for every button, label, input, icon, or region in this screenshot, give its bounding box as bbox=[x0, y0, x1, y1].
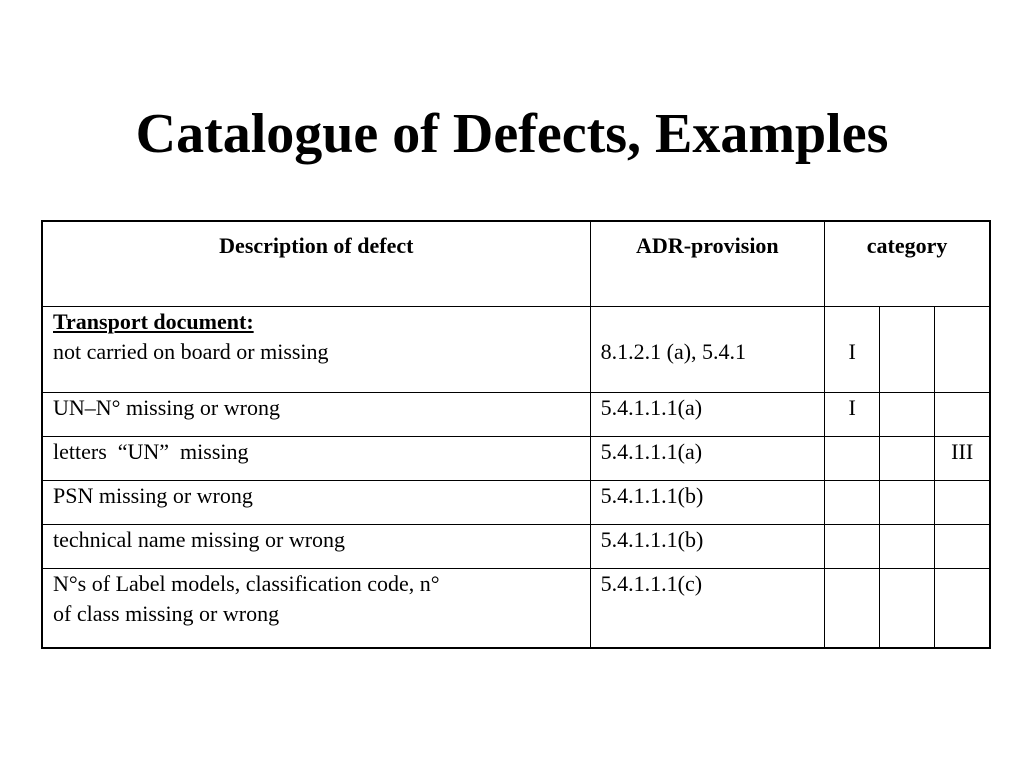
category-cell-3 bbox=[935, 524, 990, 568]
category-cell-3: III bbox=[935, 436, 990, 480]
slide-title: Catalogue of Defects, Examples bbox=[135, 103, 889, 165]
provision-cell: 5.4.1.1.1(b) bbox=[590, 524, 824, 568]
provision-cell: 5.4.1.1.1(a) bbox=[590, 392, 824, 436]
description-cell: UN–N° missing or wrong bbox=[42, 392, 590, 436]
category-cell-1 bbox=[825, 480, 880, 524]
category-cell-2 bbox=[880, 568, 935, 648]
description-text-line-1: N°s of Label models, classification code, n° bbox=[53, 570, 440, 596]
category-cell-2 bbox=[880, 524, 935, 568]
category-cell-2 bbox=[880, 436, 935, 480]
table-row bbox=[42, 524, 990, 568]
provision-cell: 5.4.1.1.1(c) bbox=[590, 568, 824, 648]
table-row bbox=[42, 480, 990, 524]
header-category: category bbox=[825, 221, 990, 306]
provision-text: 8.1.2.1 (a), 5.4.1 bbox=[600, 338, 747, 364]
table-header-row bbox=[42, 221, 990, 306]
category-cell-2 bbox=[880, 392, 935, 436]
category-cell-1 bbox=[825, 306, 880, 392]
description-cell: technical name missing or wrong bbox=[42, 524, 590, 568]
description-text-line-2: of class missing or wrong bbox=[53, 600, 280, 626]
description-cell: letters “UN” missing bbox=[42, 436, 590, 480]
provision-cell bbox=[590, 306, 824, 392]
category-cell-3 bbox=[935, 480, 990, 524]
description-text: not carried on board or missing bbox=[53, 338, 329, 364]
category-cell-1 bbox=[825, 524, 880, 568]
provision-cell: 5.4.1.1.1(b) bbox=[590, 480, 824, 524]
description-cell bbox=[42, 568, 590, 648]
category-cell-1: I bbox=[825, 392, 880, 436]
table-row bbox=[42, 436, 990, 480]
header-provision: ADR-provision bbox=[590, 221, 824, 306]
table-row bbox=[42, 306, 990, 392]
category-cell-2 bbox=[880, 306, 935, 392]
category-cell-3 bbox=[935, 568, 990, 648]
provision-cell: 5.4.1.1.1(a) bbox=[590, 436, 824, 480]
table-row bbox=[42, 568, 990, 648]
category-cell-1 bbox=[825, 436, 880, 480]
category-cell-3 bbox=[935, 392, 990, 436]
category-value: I bbox=[848, 338, 856, 364]
description-cell: PSN missing or wrong bbox=[42, 480, 590, 524]
category-cell-1 bbox=[825, 568, 880, 648]
description-cell bbox=[42, 306, 590, 392]
table-row bbox=[42, 392, 990, 436]
header-description: Description of defect bbox=[42, 221, 590, 306]
section-heading: Transport document: bbox=[53, 308, 254, 334]
category-cell-3 bbox=[935, 306, 990, 392]
category-cell-2 bbox=[880, 480, 935, 524]
defects-table bbox=[41, 220, 991, 649]
